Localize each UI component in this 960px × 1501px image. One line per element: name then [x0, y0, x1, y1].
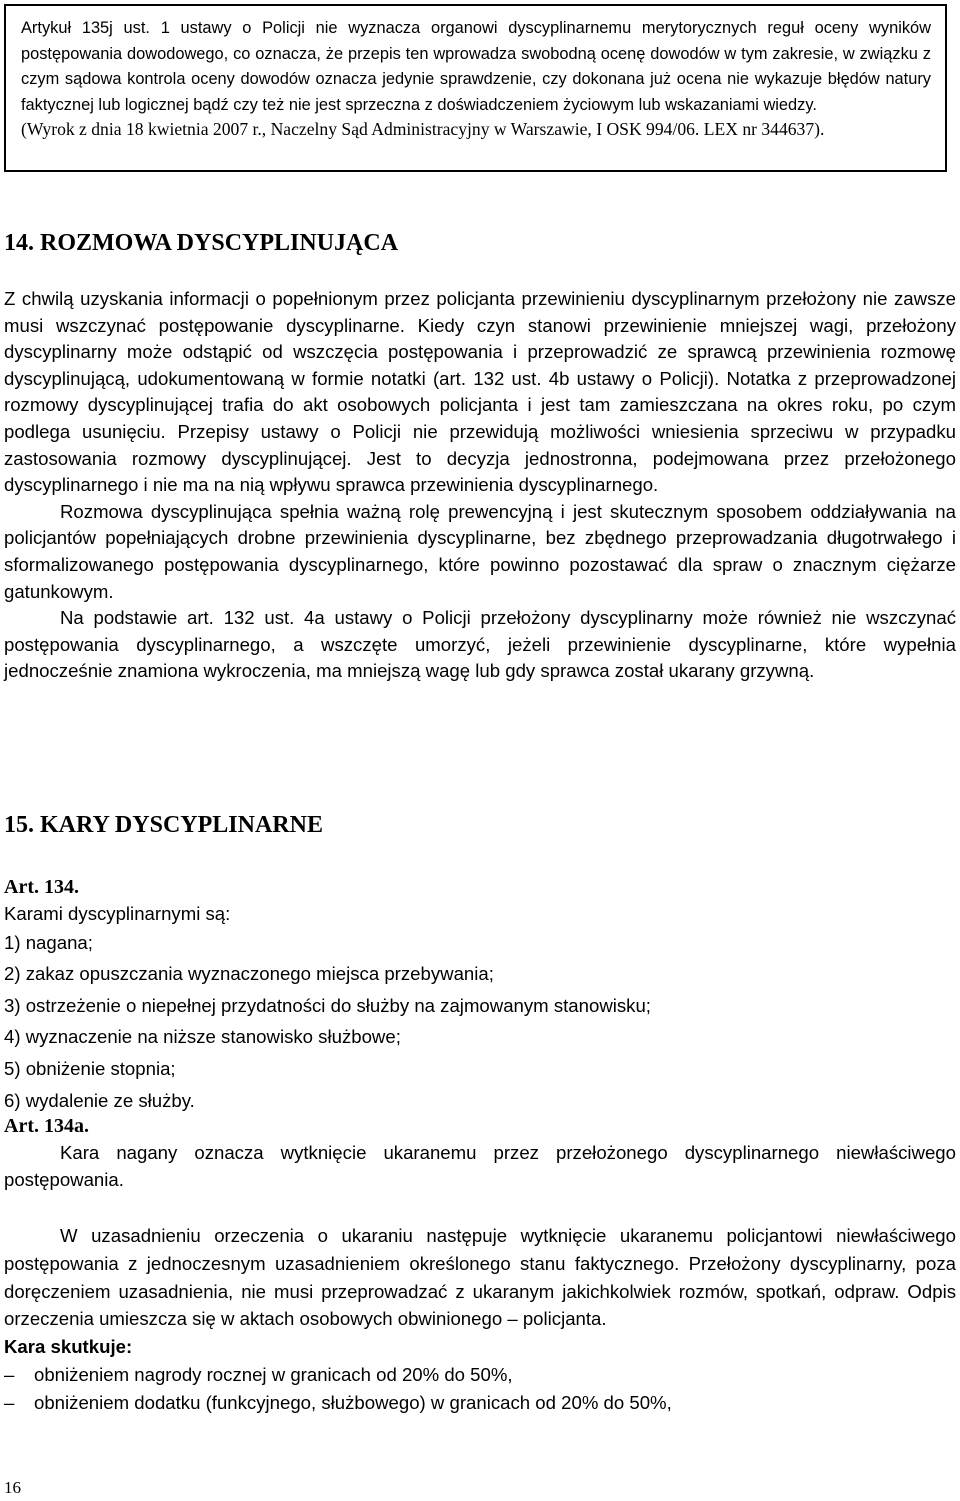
section-14-body [4, 286, 956, 685]
quote-citation [21, 117, 931, 142]
quote-citation-court: , Naczelny Sąd Administracyjny w Warszawie, I OSK 994/06. LEX nr 344637). [261, 119, 825, 140]
justification-paragraph: W uzasadnieniu orzeczenia o ukaraniu następuje wytknięcie ukaranemu policjantowi niewłaściwego postępowania z jednoczesnym uzasadnieniem określonego stanu faktycznego. Przełożony dyscyplinarny, poza doręczeniem uzasadnienia, nie musi przeprowadzać z ukaranym jakichkolwiek rozmów, spotkań, odpraw. Odpis orzeczenia umieszcza się w aktach osobowych obwinionego – policjanta. [4, 1225, 956, 1330]
dash-bullet: – [4, 1391, 15, 1413]
effects-item-text: obniżeniem dodatku (funkcyjnego, służbowego) w granicach od 20% do 50%, [34, 1391, 672, 1413]
art-134-block [4, 874, 956, 1114]
penalty-list [4, 930, 956, 1115]
quote-text [21, 15, 931, 117]
section-14-paragraph-1: Z chwilą uzyskania informacji o popełnionym przez policjanta przewinieniu dyscyplinarnym przełożony nie zawsze musi wszczynać postępowanie dyscyplinarne. Kiedy czyn stanowi przewinienie mniejszej wagi, przełożony dyscyplinarny może odstąpić od wszczęcia postępowania i przeprowadzić ze sprawcą przewinienia rozmowę dyscyplinującą, udokumentowaną w formie notatki (art. 132 ust. 4b ustawy o Policji). Notatka z przeprowadzonej rozmowy dyscyplinującej trafia do akt osobowych policjanta i jest tam zamieszczana na okres roku, po czym podlega usunięciu. Przepisy ustawy o Policji nie przewidują możliwości wniesienia sprzeciwu w przypadku zastosowania rozmowy dyscyplinującej. Jest to decyzja jednostronna, podejmowana przez przełożonego dyscyplinarnego i nie ma na nią wpływu sprawca przewinienia dyscyplinarnego. [4, 288, 956, 496]
section-14-paragraph-3: Na podstawie art. 132 ust. 4a ustawy o Policji przełożony dyscyplinarny może również nie wszczynać postępowania dyscyplinarnego, a wszczęte umorzyć, jeżeli przewinienie dyscyplinarne, które wypełnia jednocześnie znamiona wykroczenia, ma mniejszą wagę lub gdy sprawca został ukarany grzywną. [4, 607, 956, 682]
effects-heading: Kara skutkuje: [4, 1336, 133, 1358]
list-item: 4) wyznaczenie na niższe stanowisko służbowe; [4, 1026, 401, 1048]
list-item: 2) zakaz opuszczania wyznaczonego miejsca przebywania; [4, 963, 494, 985]
list-item: 3) ostrzeżenie o niepełnej przydatności do służby na zajmowanym stanowisku; [4, 994, 651, 1016]
effects-item-text: obniżeniem nagrody rocznej w granicach od 20% do 50%, [34, 1363, 513, 1385]
art-134a-block [4, 1113, 956, 1193]
page-number: 16 [4, 1478, 21, 1497]
quote-box [4, 4, 947, 172]
art-134a-heading: Art. 134a. [4, 1115, 89, 1137]
section-14-paragraph-2: Rozmowa dyscyplinująca spełnia ważną rolę prewencyjną i jest skutecznym sposobem oddziaływania na policjantów popełniających drobne przewinienia dyscyplinarne, bez zbędnego przeprowadzania długotrwałego i sformalizowanego postępowania dyscyplinarnego, które powinno pozostawać dla spraw o znacznym ciężarze gatunkowym. [4, 500, 956, 602]
justification-block [4, 1222, 956, 1417]
list-item: 1) nagana; [4, 931, 93, 953]
list-item: 6) wydalenie ze służby. [4, 1089, 195, 1111]
art-134-intro: Karami dyscyplinarnymi są: [4, 903, 231, 924]
art-134a-text: Kara nagany oznacza wytknięcie ukaranemu przez przełożonego dyscyplinarnego niewłaściwego postępowania. [4, 1142, 956, 1190]
quote-citation-date: (Wyrok z dnia 18 kwietnia 2007 r. [21, 119, 262, 140]
section-14-title: 14. ROZMOWA DYSCYPLINUJĄCA [4, 230, 399, 256]
dash-bullet: – [4, 1363, 15, 1385]
list-item: 5) obniżenie stopnia; [4, 1057, 176, 1079]
effects-item [4, 1389, 956, 1417]
quote-lead: Artykuł 135j ust. 1 ustawy o Policji nie wyznacza organowi dyscyplinarnemu merytorycznych reguł oceny wyników postępowania dowodowego, co oznacza, że przepis ten wprowadza swobodną ocenę dowodów w tym zakresie, w związku z czym sądowa kontrola oceny dowodów oznacza jedynie sprawdzenie, czy dokonana już ocena nie wykazuje błędów natury faktycznej lub logicznej bądź czy też nie jest sprzeczna z doświadczeniem życiowym lub wskazaniami wiedzy. [21, 19, 931, 114]
effects-item [4, 1361, 956, 1389]
section-15-title: 15. KARY DYSCYPLINARNE [4, 812, 323, 838]
art-134-heading: Art. 134. [4, 876, 79, 898]
